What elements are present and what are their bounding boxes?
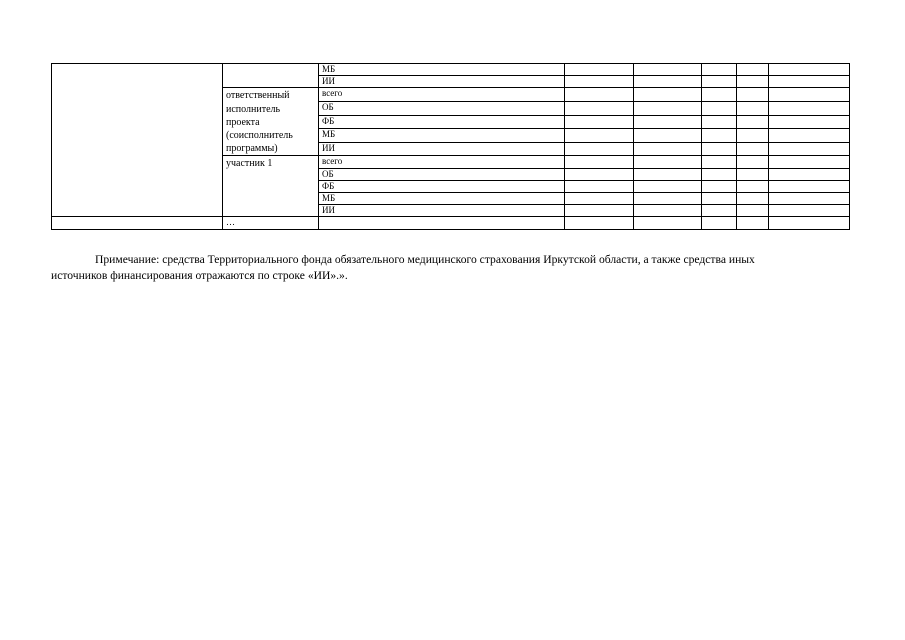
program-name-cell bbox=[52, 64, 223, 217]
participant-role-cell: участник 1 bbox=[223, 156, 319, 217]
role-cell bbox=[223, 64, 319, 88]
source-cell: ИИ bbox=[319, 76, 565, 88]
source-cell: ИИ bbox=[319, 205, 565, 217]
source-cell: МБ bbox=[319, 192, 565, 204]
source-cell: ИИ bbox=[319, 142, 565, 156]
table-row bbox=[52, 217, 850, 229]
source-cell: всего bbox=[319, 156, 565, 168]
ellipsis-cell: … bbox=[223, 217, 319, 229]
source-cell: всего bbox=[319, 88, 565, 102]
footnote-line-2: источников финансирования отражаются по строке «ИИ».». bbox=[51, 269, 348, 282]
source-cell: МБ bbox=[319, 129, 565, 143]
executor-role-cell: ответственный исполнитель проекта (соисполнитель программы) bbox=[223, 88, 319, 156]
funding-table bbox=[51, 63, 850, 230]
source-cell: МБ bbox=[319, 64, 565, 76]
source-cell: ОБ bbox=[319, 101, 565, 115]
footnote-line-1: Примечание: средства Территориального фонда обязательного медицинского страхования Иркутской области, а также средства иных bbox=[95, 253, 755, 266]
source-cell: ФБ bbox=[319, 180, 565, 192]
source-cell: ФБ bbox=[319, 115, 565, 129]
table-row bbox=[52, 64, 850, 76]
footnote bbox=[51, 252, 851, 284]
source-cell: ОБ bbox=[319, 168, 565, 180]
